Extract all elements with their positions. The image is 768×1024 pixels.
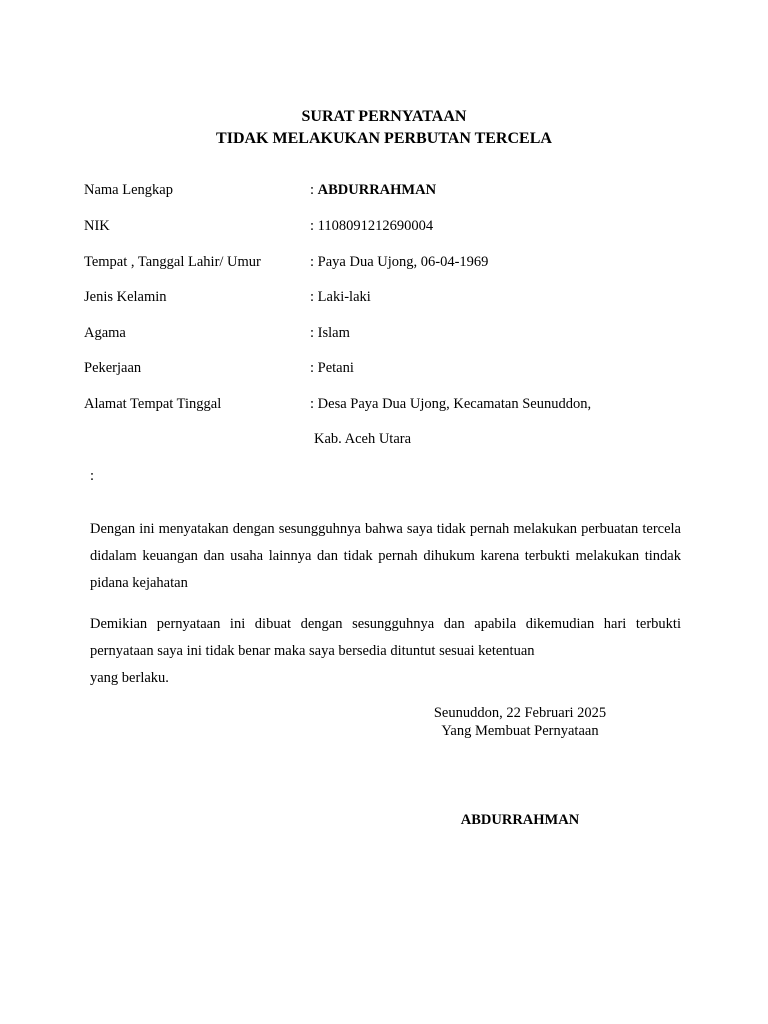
field-value-jenis-kelamin-text: Laki-laki [317, 289, 371, 305]
field-label-nik: NIK [84, 218, 110, 234]
field-value-pekerjaan [310, 358, 354, 378]
field-colon: : [310, 396, 318, 412]
field-value-alamat-line2: Kab. Aceh Utara [314, 431, 412, 447]
field-value-alamat [310, 394, 591, 414]
field-value-alamat-text: Desa Paya Dua Ujong, Kecamatan Seunuddon, [317, 396, 592, 412]
field-label-nama: Nama Lengkap [84, 182, 173, 198]
field-colon: : [310, 254, 318, 270]
field-colon: : [310, 218, 318, 234]
field-value-nik [310, 216, 433, 236]
field-value-pekerjaan-text: Petani [317, 360, 354, 376]
field-value-nik-text: 1108091212690004 [317, 218, 434, 234]
stray-colon: : [90, 468, 95, 484]
field-colon: : [310, 360, 318, 376]
field-label-jenis-kelamin: Jenis Kelamin [84, 289, 167, 305]
statement-paragraph: Dengan ini menyatakan dengan sesungguhnya bahwa saya tidak pernah melakukan perbuatan tercela didalam keuangan dan usaha lainnya dan tidak pernah dihukum karena terbukti melakukan tindak pidana kejahatan [90, 521, 681, 591]
closing-paragraph-end: yang berlaku. [90, 670, 169, 686]
field-colon: : [310, 289, 318, 305]
document-subtitle: TIDAK MELAKUKAN PERBUTAN TERCELA [216, 130, 552, 147]
field-value-ttl [310, 252, 488, 272]
field-value-nama-text: ABDURRAHMAN [317, 182, 437, 198]
signature-name: ABDURRAHMAN [460, 812, 580, 828]
signature-place-date: Seunuddon, 22 Februari 2025 [433, 705, 607, 721]
field-value-agama [310, 323, 350, 343]
signature-role: Yang Membuat Pernyataan [441, 723, 599, 739]
field-value-jenis-kelamin [310, 287, 371, 307]
field-colon: : [310, 182, 318, 198]
field-label-pekerjaan: Pekerjaan [84, 360, 142, 376]
field-value-nama [310, 180, 436, 200]
closing-paragraph-main: Demikian pernyataan ini dibuat dengan sesungguhnya dan apabila dikemudian hari terbukti pernyataan saya ini tidak benar maka saya bersedia dituntut sesuai ketentuan [90, 616, 681, 659]
document-title: SURAT PERNYATAAN [301, 108, 467, 125]
closing-paragraph [90, 611, 681, 692]
field-value-agama-text: Islam [317, 325, 350, 341]
field-label-ttl: Tempat , Tanggal Lahir/ Umur [84, 254, 261, 270]
field-colon: : [310, 325, 318, 341]
field-value-ttl-text: Paya Dua Ujong, 06-04-1969 [317, 254, 489, 270]
field-label-alamat: Alamat Tempat Tinggal [84, 396, 222, 412]
field-label-agama: Agama [84, 325, 126, 341]
